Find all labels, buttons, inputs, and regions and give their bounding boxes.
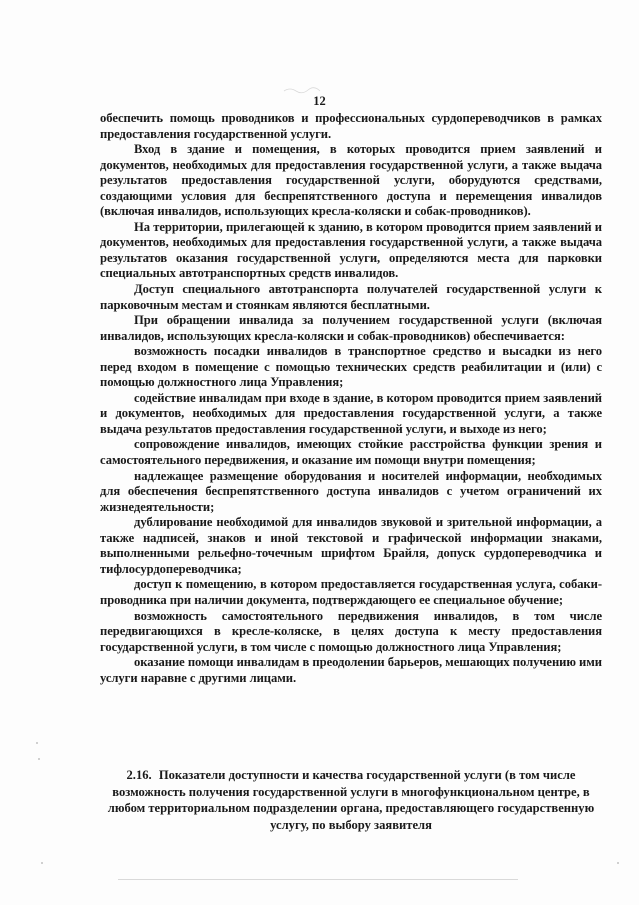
list-item: возможность посадки инвалидов в транспортное средство и высадки из него перед входом в помещение с помощью технических средств реабилитации и (или) с помощью должностного лица Управления; <box>100 344 602 390</box>
list-item: дублирование необходимой для инвалидов звуковой и зрительной информации, а также надписей, знаков и иной текстовой и графической информации знаками, выполненными рельефно-точечным шрифтом Брайля, допуск сурдопереводчика и тифлосурдопереводчика; <box>100 515 602 576</box>
scan-speck <box>36 742 38 744</box>
section-heading <box>100 767 602 833</box>
list-item: оказание помощи инвалидам в преодолении барьеров, мешающих получению ими услуги наравне с другими лицами. <box>100 655 602 685</box>
paragraph: На территории, прилегающей к зданию, в котором проводится прием заявлений и документов, необходимых для предоставления государственной услуги, а также выдача результатов оказания государственной услуги, определяются места для парковки специальных автотранспортных средств инвалидов. <box>100 219 602 281</box>
section-title: Показатели доступности и качества государственной услуги (в том числе возможность получения государственной услуги в многофункциональном центре, в любом территориальном подразделении органа, предоставляющего государственную услугу, по выбору заявителя <box>107 768 595 832</box>
list-item: сопровождение инвалидов, имеющих стойкие расстройства функции зрения и самостоятельного передвижения, и оказание им помощи внутри помещения; <box>100 437 602 468</box>
scan-speck <box>38 758 40 760</box>
list-item: возможность самостоятельного передвижения инвалидов, в том числе передвигающихся в кресле-коляске, в целях доступа к месту предоставления государственной услуги, в том числе с помощью должностного лица Управления; <box>100 608 602 654</box>
scan-speck <box>41 862 43 864</box>
scan-artifact <box>282 86 322 94</box>
list-item: содействие инвалидам при входе в здание, в котором проводится прием заявлений и документов, необходимых для предоставления государственной услуги, а также выдача результатов предоставления государственной услуги, и выходе из него; <box>100 390 602 436</box>
paragraph: При обращении инвалида за получением государственной услуги (включая инвалидов, использующих кресла-коляски и собак-проводников) обеспечивается: <box>100 313 602 343</box>
paragraph: Вход в здание и помещения, в которых проводится прием заявлений и документов, необходимых для предоставления государственной услуги, а также выдача результатов предоставления государственной услуги, оборудуются средствами, создающими условия для беспрепятственного доступа и перемещения инвалидов (включая инвалидов, использующих кресла-коляски и собак-проводников). <box>100 142 602 219</box>
section-number: 2.16. <box>126 768 152 782</box>
paragraph: обеспечить помощь проводников и профессиональных сурдопереводчиков в рамках предоставления государственной услуги. <box>100 111 602 141</box>
list-item: доступ к помещению, в котором предоставляется государственная услуга, собаки-проводника при наличии документа, подтверждающего ее специальное обучение; <box>100 577 602 607</box>
paragraph: Доступ специального автотранспорта получателей государственной услуги к парковочным местам и стоянкам являются бесплатными. <box>100 282 602 312</box>
page-number: 12 <box>313 94 326 108</box>
body-text <box>100 111 602 686</box>
list-item: надлежащее размещение оборудования и носителей информации, необходимых для обеспечения беспрепятственного доступа инвалидов с учетом ограничений их жизнедеятельности; <box>100 468 602 514</box>
footer-divider <box>118 879 518 880</box>
scan-speck <box>617 862 619 864</box>
